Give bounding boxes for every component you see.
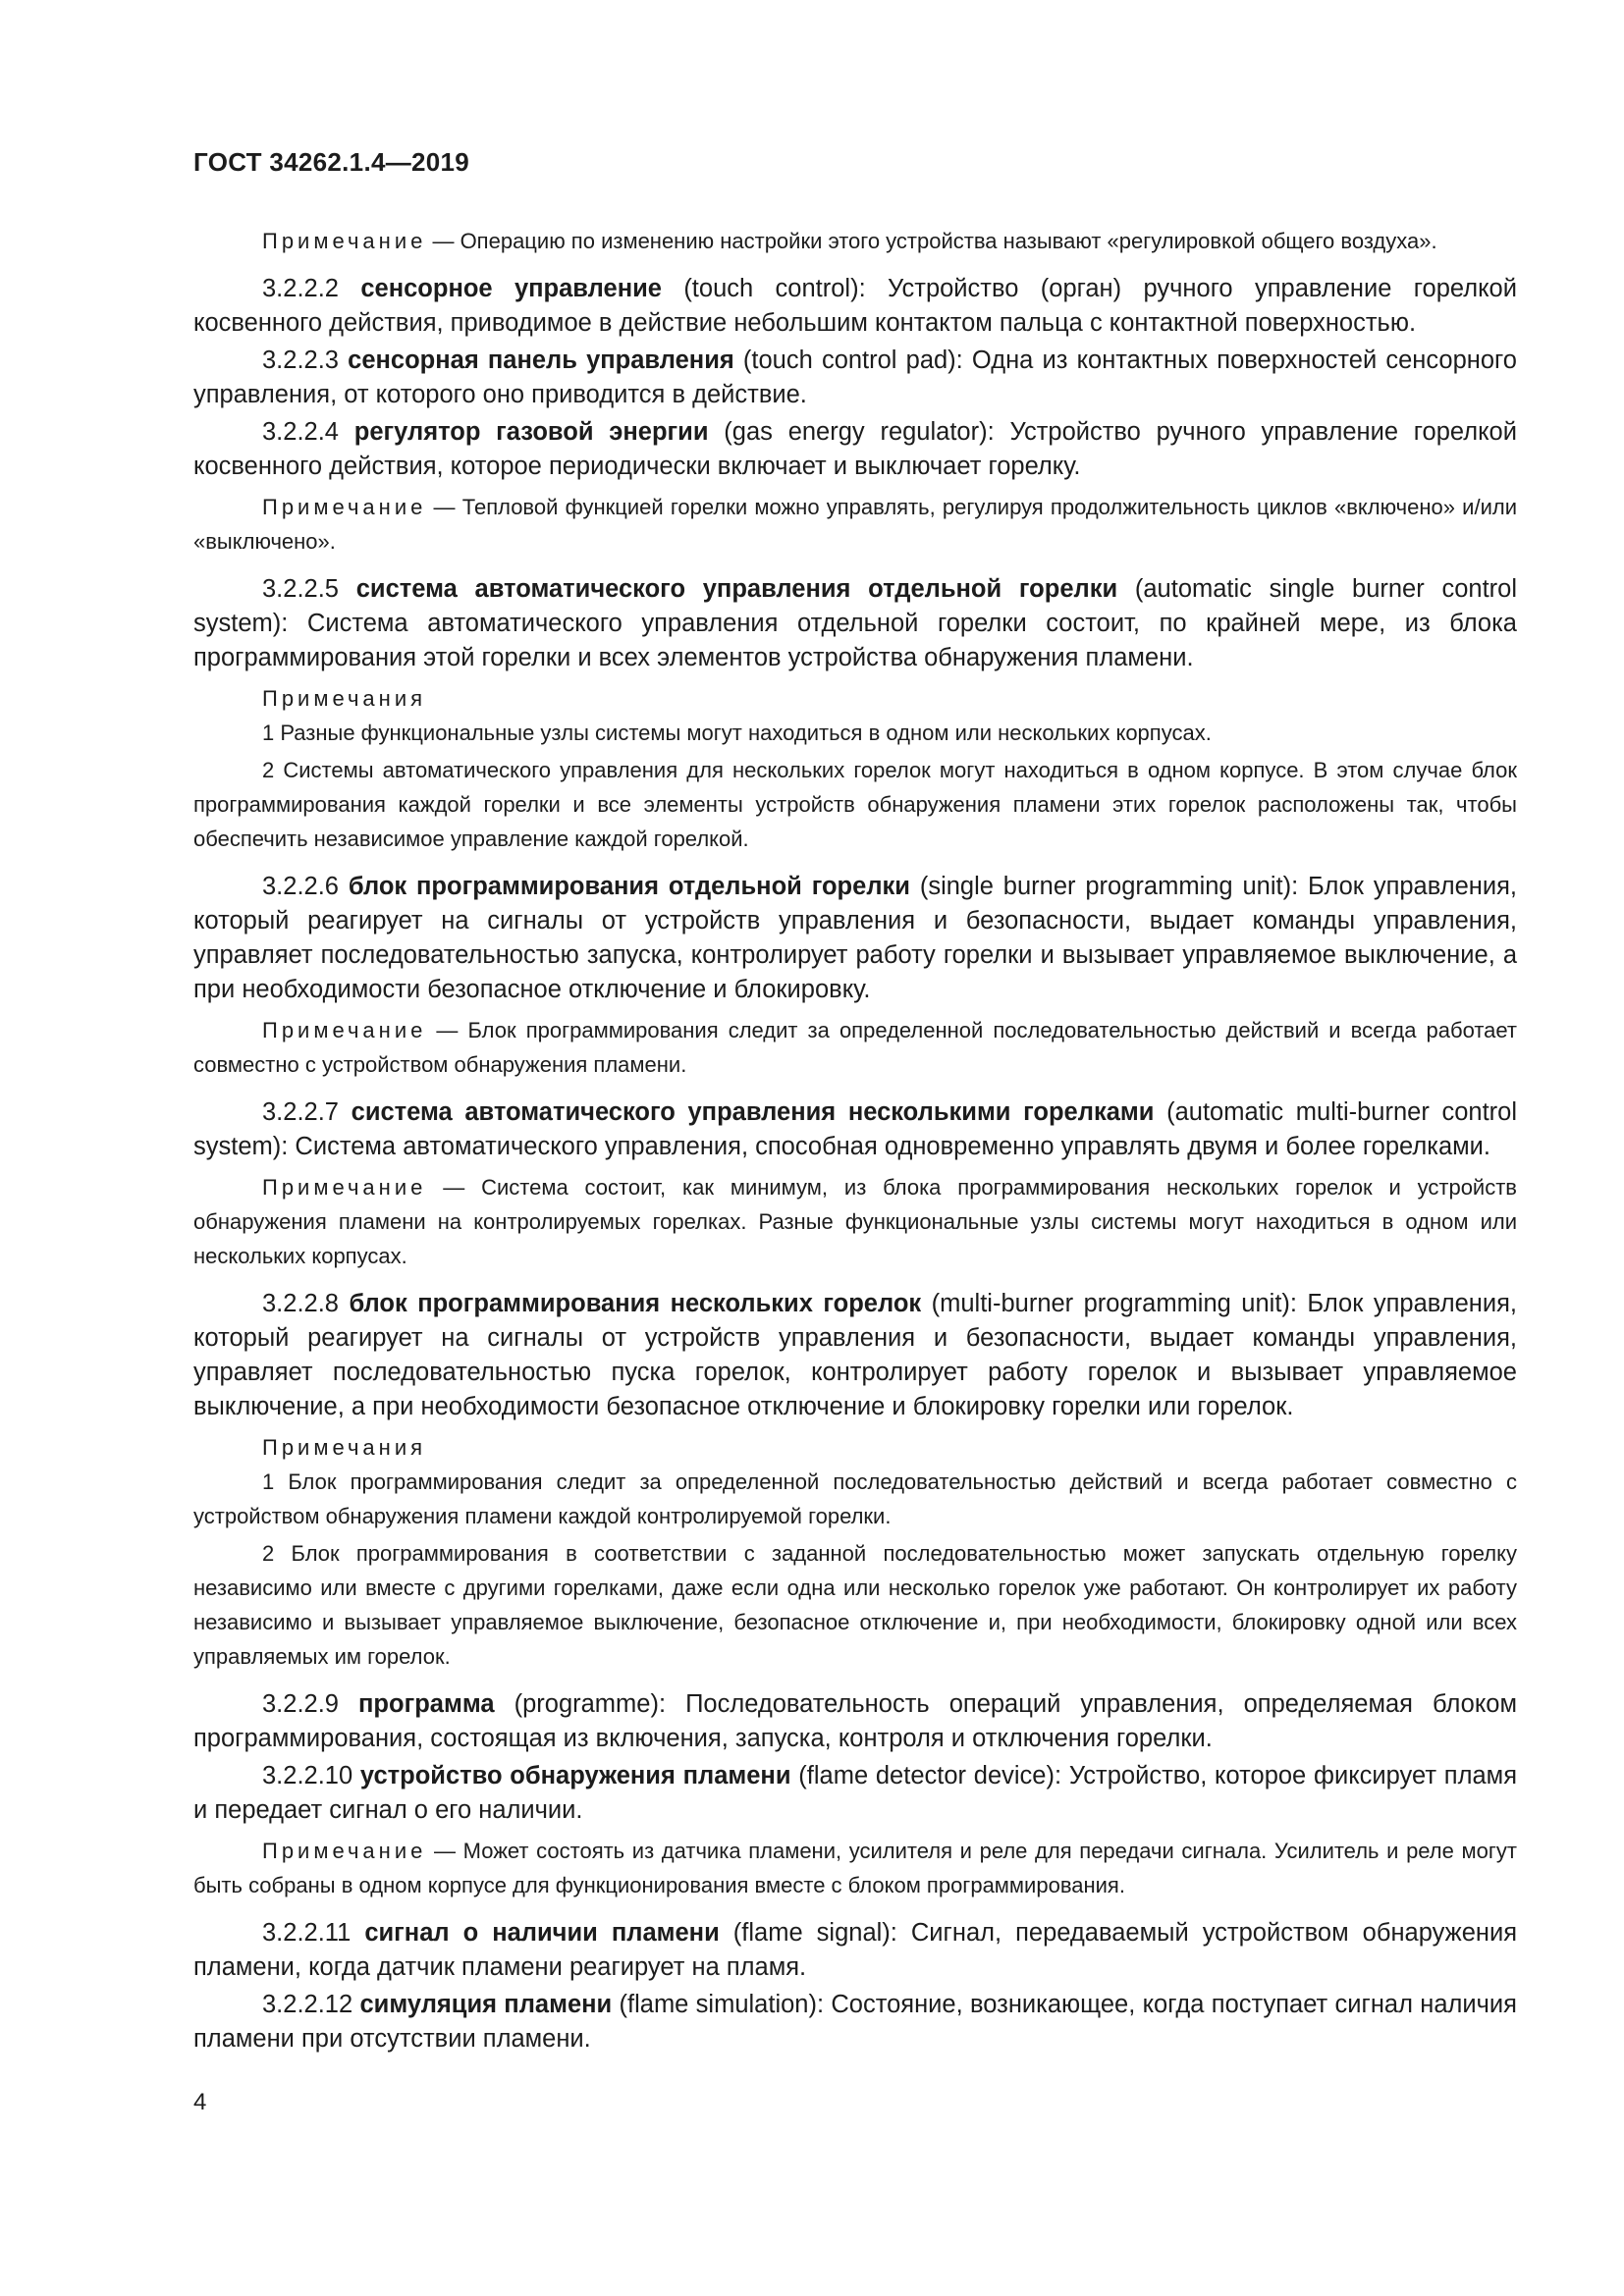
- term-number: 3.2.2.8: [262, 1290, 350, 1317]
- term-name: система автоматического управления отдельной горелки: [355, 575, 1118, 603]
- term-number: 3.2.2.7: [262, 1098, 352, 1126]
- note-label: Примечание: [262, 229, 427, 253]
- note-text: — Тепловой функцией горелки можно управлять, регулируя продолжительность циклов «включено» и/или «выключено».: [193, 495, 1517, 554]
- note-label: Примечание: [262, 1175, 427, 1200]
- term-definition: [193, 272, 1517, 341]
- document-code-header: ГОСТ 34262.1.4—2019: [193, 147, 470, 177]
- term-definition: [193, 572, 1517, 675]
- term-text: (programme): Последовательность операций управления, определяемая блоком программирования, состоящая из включения, запуска, контроля и отключения горелки.: [193, 1690, 1517, 1752]
- term-name: симуляция пламени: [359, 1991, 613, 2018]
- term-number: 3.2.2.12: [262, 1991, 360, 2018]
- notes-heading: Примечания: [262, 1435, 427, 1460]
- note-label: Примечание: [262, 1018, 427, 1042]
- term-name: сигнал о наличии пламени: [364, 1919, 720, 1947]
- term-definition: [193, 1687, 1517, 1756]
- note-text: — Система состоит, как минимум, из блока программирования нескольких горелок и устройств обнаружения пламени на контролируемых горелках. Разные функциональные узлы системы могут находиться в одном или нескольких корпусах.: [193, 1175, 1517, 1268]
- term-name: система автоматического управления несколькими горелками: [351, 1098, 1155, 1126]
- term-definition: [193, 1916, 1517, 1985]
- term-definition: [193, 1287, 1517, 1424]
- term-text: (automatic single burner control system): Система автоматического управления отдельной горелки состоит, по крайней мере, из блока программирования этой горелки и всех элементов устройства обнаружения пламени.: [193, 575, 1517, 671]
- term-text: (gas energy regulator): Устройство ручного управление горелкой косвенного действия, которое периодически включает и выключает горелку.: [193, 418, 1517, 480]
- term-text: (touch control): Устройство (орган) ручного управление горелкой косвенного действия, приводимое в действие небольшим контактом пальца с контактной поверхностью.: [193, 275, 1517, 337]
- note-text: — Может состоять из датчика пламени, усилителя и реле для передачи сигнала. Усилитель и реле могут быть собраны в одном корпусе для функционирования вместе с блоком программирования.: [193, 1839, 1517, 1897]
- note-paragraph: [193, 1834, 1517, 1902]
- note-label: Примечание: [262, 495, 427, 519]
- page-number: 4: [193, 2089, 207, 2115]
- term-text: (flame signal): Сигнал, передаваемый устройством обнаружения пламени, когда датчик пламени реагирует на пламя.: [193, 1919, 1518, 1981]
- term-number: 3.2.2.11: [262, 1919, 365, 1947]
- term-name: блок программирования отдельной горелки: [348, 873, 910, 900]
- term-number: 3.2.2.3: [262, 347, 349, 374]
- term-text: (multi-burner programming unit): Блок управления, который реагирует на сигналы от устройств управления и безопасности, выдает команды управления, управляет последовательностью пуска горелок, контролирует работу горелок и вызывает управляемое выключение, а при необходимости безопасное отключение и блокировку горелки или горелок.: [193, 1290, 1517, 1420]
- note-item: 1 Блок программирования следит за определенной последовательностью действий и всегда работает совместно с устройством обнаружения пламени каждой контролируемой горелки.: [193, 1469, 1517, 1528]
- term-number: 3.2.2.4: [262, 418, 354, 446]
- note-item: 2 Системы автоматического управления для нескольких горелок могут находиться в одном корпусе. В этом случае блок программирования каждой горелки и все элементы устройств обнаружения пламени этих горелок расположены так, чтобы обеспечить независимое управление каждой горелкой.: [193, 758, 1517, 851]
- term-number: 3.2.2.9: [262, 1690, 359, 1718]
- term-name: блок программирования нескольких горелок: [349, 1290, 922, 1317]
- term-name: программа: [358, 1690, 495, 1718]
- term-definition: [193, 870, 1517, 1007]
- term-definition: [193, 1095, 1517, 1164]
- note-text: — Операцию по изменению настройки этого устройства называют «регулировкой общего воздуха».: [426, 229, 1437, 253]
- term-text: (single burner programming unit): Блок управления, который реагирует на сигналы от устройств управления и безопасности, выдает команды управления, управляет последовательностью запуска, контролирует работу горелки и вызывает управляемое выключение, а при необходимости безопасное отключение и блокировку.: [193, 873, 1517, 1003]
- term-name: сенсорная панель управления: [348, 347, 734, 374]
- term-definition: [193, 415, 1517, 484]
- term-name: регулятор газовой энергии: [353, 418, 709, 446]
- term-number: 3.2.2.2: [262, 275, 361, 302]
- note-paragraph: [193, 1170, 1517, 1273]
- note-item: 1 Разные функциональные узлы системы могут находиться в одном или нескольких корпусах.: [262, 721, 1212, 745]
- note-paragraph: [193, 490, 1517, 559]
- term-definition: [193, 1988, 1517, 2056]
- term-number: 3.2.2.10: [262, 1762, 360, 1789]
- term-text: (touch control pad): Одна из контактных поверхностей сенсорного управления, от которого оно приводится в действие.: [193, 347, 1517, 408]
- term-name: сенсорное управление: [360, 275, 662, 302]
- notes-heading: Примечания: [262, 686, 427, 711]
- document-body: [193, 218, 1517, 2059]
- term-definition: [193, 1759, 1517, 1828]
- term-number: 3.2.2.6: [262, 873, 349, 900]
- term-text: (automatic multi-burner control system): Система автоматического управления, способная одновременно управлять двумя и более горелками.: [193, 1098, 1517, 1160]
- note-label: Примечание: [262, 1839, 427, 1863]
- note-item: 2 Блок программирования в соответствии с заданной последовательностью может запускать отдельную горелку независимо или вместе с другими горелками, даже если одна или несколько горелок уже работают. Он контролирует их работу независимо и вызывает управляемое выключение, безопасное отключение и, при необходимости, блокировку одной или всех управляемых им горелок.: [193, 1541, 1517, 1669]
- note-paragraph: [193, 1013, 1517, 1082]
- term-definition: [193, 344, 1517, 412]
- term-name: устройство обнаружения пламени: [359, 1762, 791, 1789]
- term-text: (flame detector device): Устройство, которое фиксирует пламя и передает сигнал о его наличии.: [193, 1762, 1517, 1824]
- term-number: 3.2.2.5: [262, 575, 356, 603]
- note-text: — Блок программирования следит за определенной последовательностью действий и всегда работает совместно с устройством обнаружения пламени.: [193, 1018, 1517, 1077]
- note-paragraph: [193, 224, 1517, 258]
- term-text: (flame simulation): Состояние, возникающее, когда поступает сигнал наличия пламени при отсутствии пламени.: [193, 1991, 1517, 2053]
